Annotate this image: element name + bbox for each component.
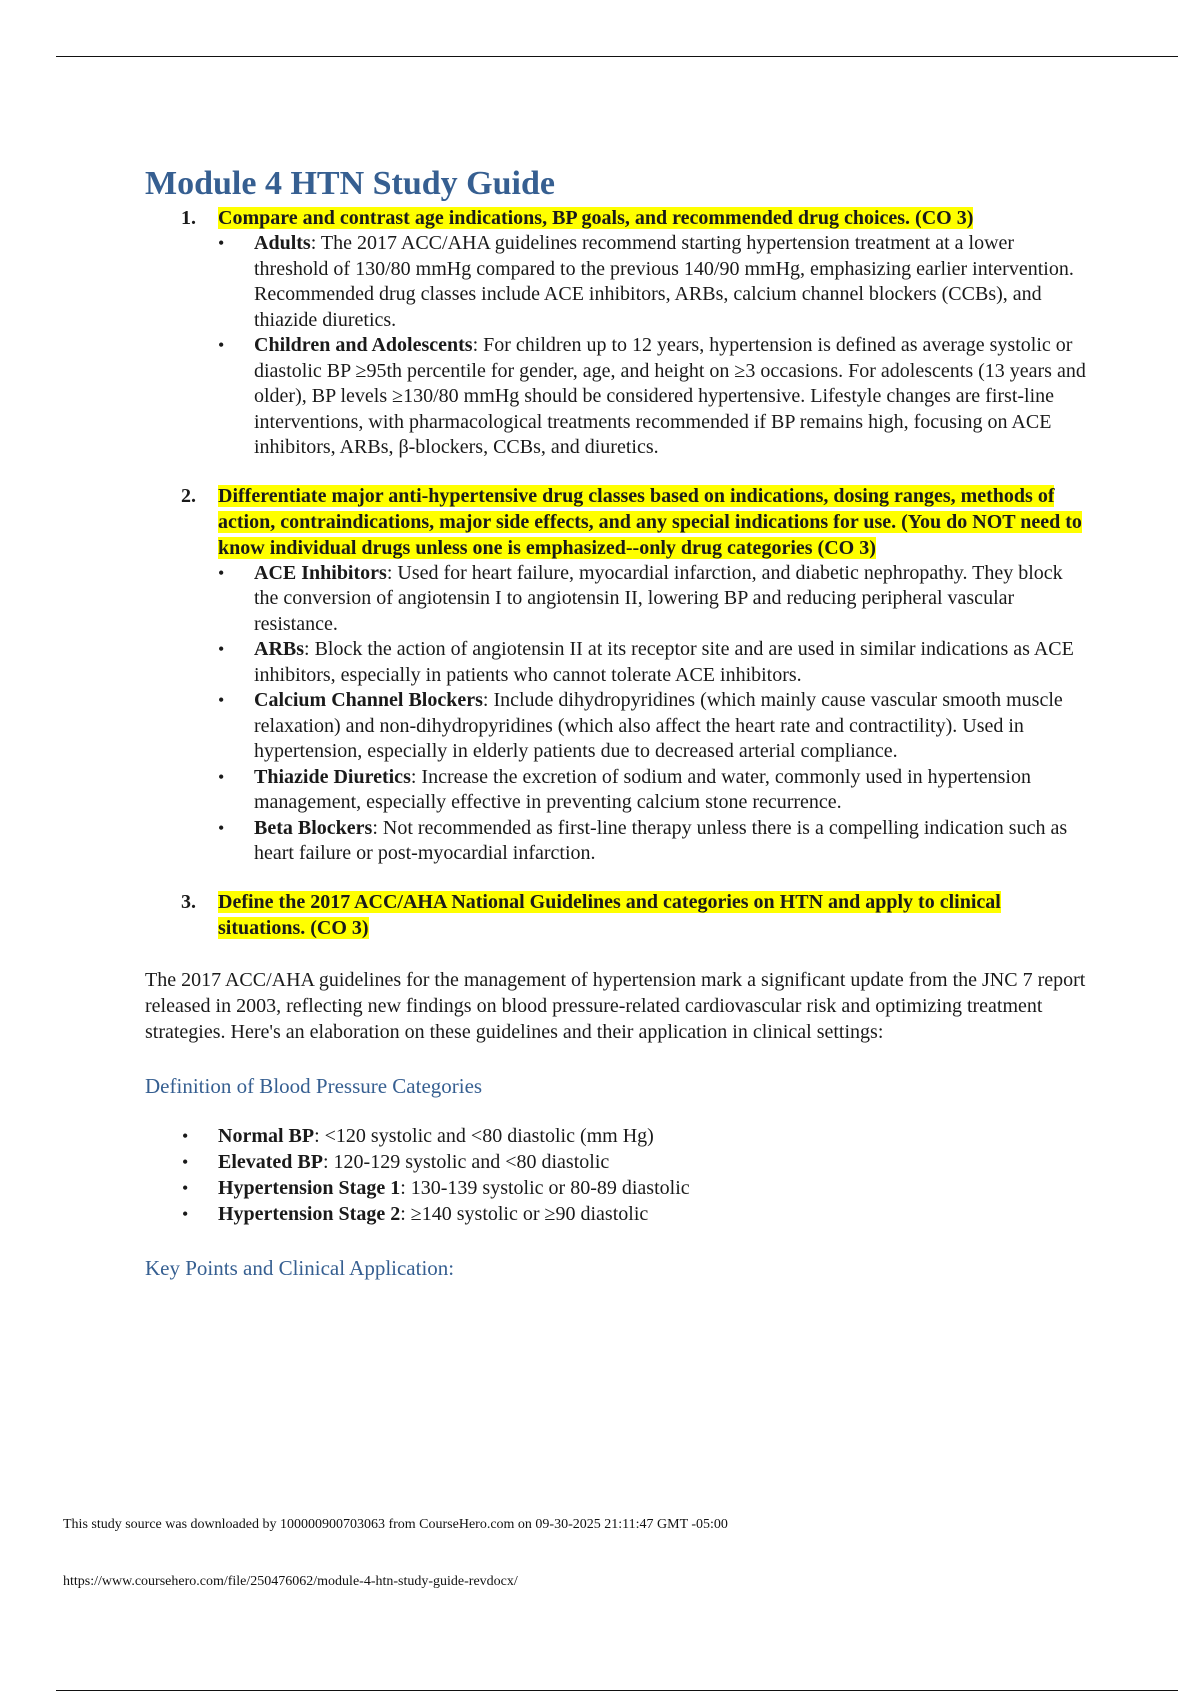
bullet-text: : The 2017 ACC/AHA guidelines recommend starting hypertension treatment at a lower threshold of 130/80 mmHg compared to the previous 140/90 mmHg, emphasizing earlier intervention. Recommended drug classes include ACE inhibitors, ARBs, calcium channel blockers (CCBs), and thiazide diuretics. [254, 232, 1074, 331]
bullet-icon: • [218, 766, 225, 787]
category-text: : ≥140 systolic or ≥90 diastolic [400, 1202, 649, 1225]
bullet-icon: • [218, 233, 225, 253]
list-item [218, 816, 1090, 867]
bullet-list [218, 231, 1090, 461]
list-item [182, 1149, 1090, 1175]
spacer [145, 461, 1090, 483]
list-item [182, 1123, 1090, 1149]
key-points-heading: Key Points and Clinical Application: [145, 1255, 455, 1280]
source-footer: This study source was downloaded by 100000900703063 from CourseHero.com on 09-30-2025 21:11:47 GMT -05:00 [63, 1517, 728, 1532]
intro-paragraph: The 2017 ACC/AHA guidelines for the management of hypertension mark a significant update from the JNC 7 report released in 2003, reflecting new findings on blood pressure-related cardiovascular risk and optimizing treatment strategies. Here's an elaboration on these guidelines and their application in clinical settings: [145, 968, 1086, 1043]
question-item-3 [145, 889, 1090, 941]
bullet-icon: • [182, 1151, 189, 1172]
question-number: 1. [181, 207, 196, 229]
list-item [218, 637, 1090, 688]
bullet-term: ACE Inhibitors [254, 561, 387, 584]
list-item [182, 1175, 1090, 1201]
bullet-text: : Block the action of angiotensin II at its receptor site and are used in similar indications as ACE inhibitors, especially in patients who cannot tolerate ACE inhibitors. [254, 638, 1074, 686]
bullet-list [218, 561, 1090, 867]
category-text: : 130-139 systolic or 80-89 diastolic [400, 1176, 690, 1199]
top-rule [56, 56, 1178, 57]
list-item [182, 1201, 1090, 1227]
category-term: Elevated BP [218, 1150, 323, 1173]
category-text: : 120-129 systolic and <80 diastolic [323, 1150, 610, 1173]
list-item [218, 765, 1090, 816]
bullet-term: ARBs [254, 638, 305, 660]
question-text: Differentiate major anti-hypertensive drug classes based on indications, dosing ranges, methods of action, contraindications, major side effects, and any special indications for use. (You do NOT need to know individual drugs unless one is emphasized--only drug categories (CO 3) [218, 484, 1082, 559]
bullet-text: : For children up to 12 years, hypertension is defined as average systolic or diastolic BP ≥95th percentile for gender, age, and height on ≥3 occasions. For adolescents (13 years and older), BP levels ≥130/80 mmHg should be considered hypertensive. Lifestyle changes are first-line interventions, with pharmacological treatments recommended if BP remains high, focusing on ACE inhibitors, ARBs, β-blockers, CCBs, and diuretics. [254, 334, 1086, 458]
question-number: 2. [181, 484, 196, 507]
page-title: Module 4 HTN Study Guide [145, 165, 555, 202]
bullet-icon: • [218, 335, 225, 355]
bullet-term: Children and Adolescents [254, 334, 473, 356]
bullet-icon: • [182, 1203, 189, 1224]
bottom-rule [56, 1690, 1178, 1691]
source-url[interactable]: https://www.coursehero.com/file/250476062/module-4-htn-study-guide-revdocx/ [63, 1574, 518, 1589]
question-item-1 [145, 205, 1090, 461]
list-item [218, 231, 1090, 333]
category-text: : <120 systolic and <80 diastolic (mm Hg) [314, 1124, 654, 1147]
question-text: Compare and contrast age indications, BP goals, and recommended drug choices. (CO 3) [218, 207, 974, 229]
category-term: Hypertension Stage 1 [218, 1176, 401, 1199]
bullet-term: Adults [254, 232, 311, 254]
bullet-icon: • [218, 562, 225, 583]
question-list [145, 205, 1090, 941]
bullet-icon: • [218, 690, 225, 710]
bullet-term: Thiazide Diuretics [254, 765, 411, 788]
category-term: Hypertension Stage 2 [218, 1202, 401, 1225]
list-item [218, 333, 1090, 461]
question-item-2 [145, 483, 1090, 867]
document-body [145, 165, 1090, 1281]
question-text: Define the 2017 ACC/AHA National Guidelines and categories on HTN and apply to clinical situations. (CO 3) [218, 890, 1001, 939]
category-term: Normal BP [218, 1124, 315, 1147]
bullet-text: : Increase the excretion of sodium and water, commonly used in hypertension management, especially effective in preventing calcium stone recurrence. [254, 765, 1031, 813]
bullet-text: : Not recommended as first-line therapy unless there is a compelling indication such as heart failure or post-myocardial infarction. [254, 816, 1068, 864]
bullet-text: : Include dihydropyridines (which mainly cause vascular smooth muscle relaxation) and non-dihydropyridines (which also affect the heart rate and contractility). Used in hypertension, especially in elderly patients due to decreased arterial compliance. [254, 689, 1063, 762]
bullet-icon: • [182, 1125, 189, 1146]
bullet-icon: • [218, 639, 225, 659]
bp-category-list [145, 1123, 1090, 1227]
list-item [218, 688, 1090, 765]
bullet-term: Beta Blockers [254, 816, 373, 839]
bullet-icon: • [218, 817, 225, 838]
bullet-term: Calcium Channel Blockers [254, 689, 483, 711]
bp-categories-heading: Definition of Blood Pressure Categories [145, 1073, 483, 1098]
spacer [145, 867, 1090, 889]
question-number: 3. [181, 890, 196, 913]
bullet-text: : Used for heart failure, myocardial infarction, and diabetic nephropathy. They block the conversion of angiotensin I to angiotensin II, lowering BP and reducing peripheral vascular resistance. [254, 561, 1063, 635]
bullet-icon: • [182, 1177, 189, 1198]
list-item [218, 561, 1090, 638]
